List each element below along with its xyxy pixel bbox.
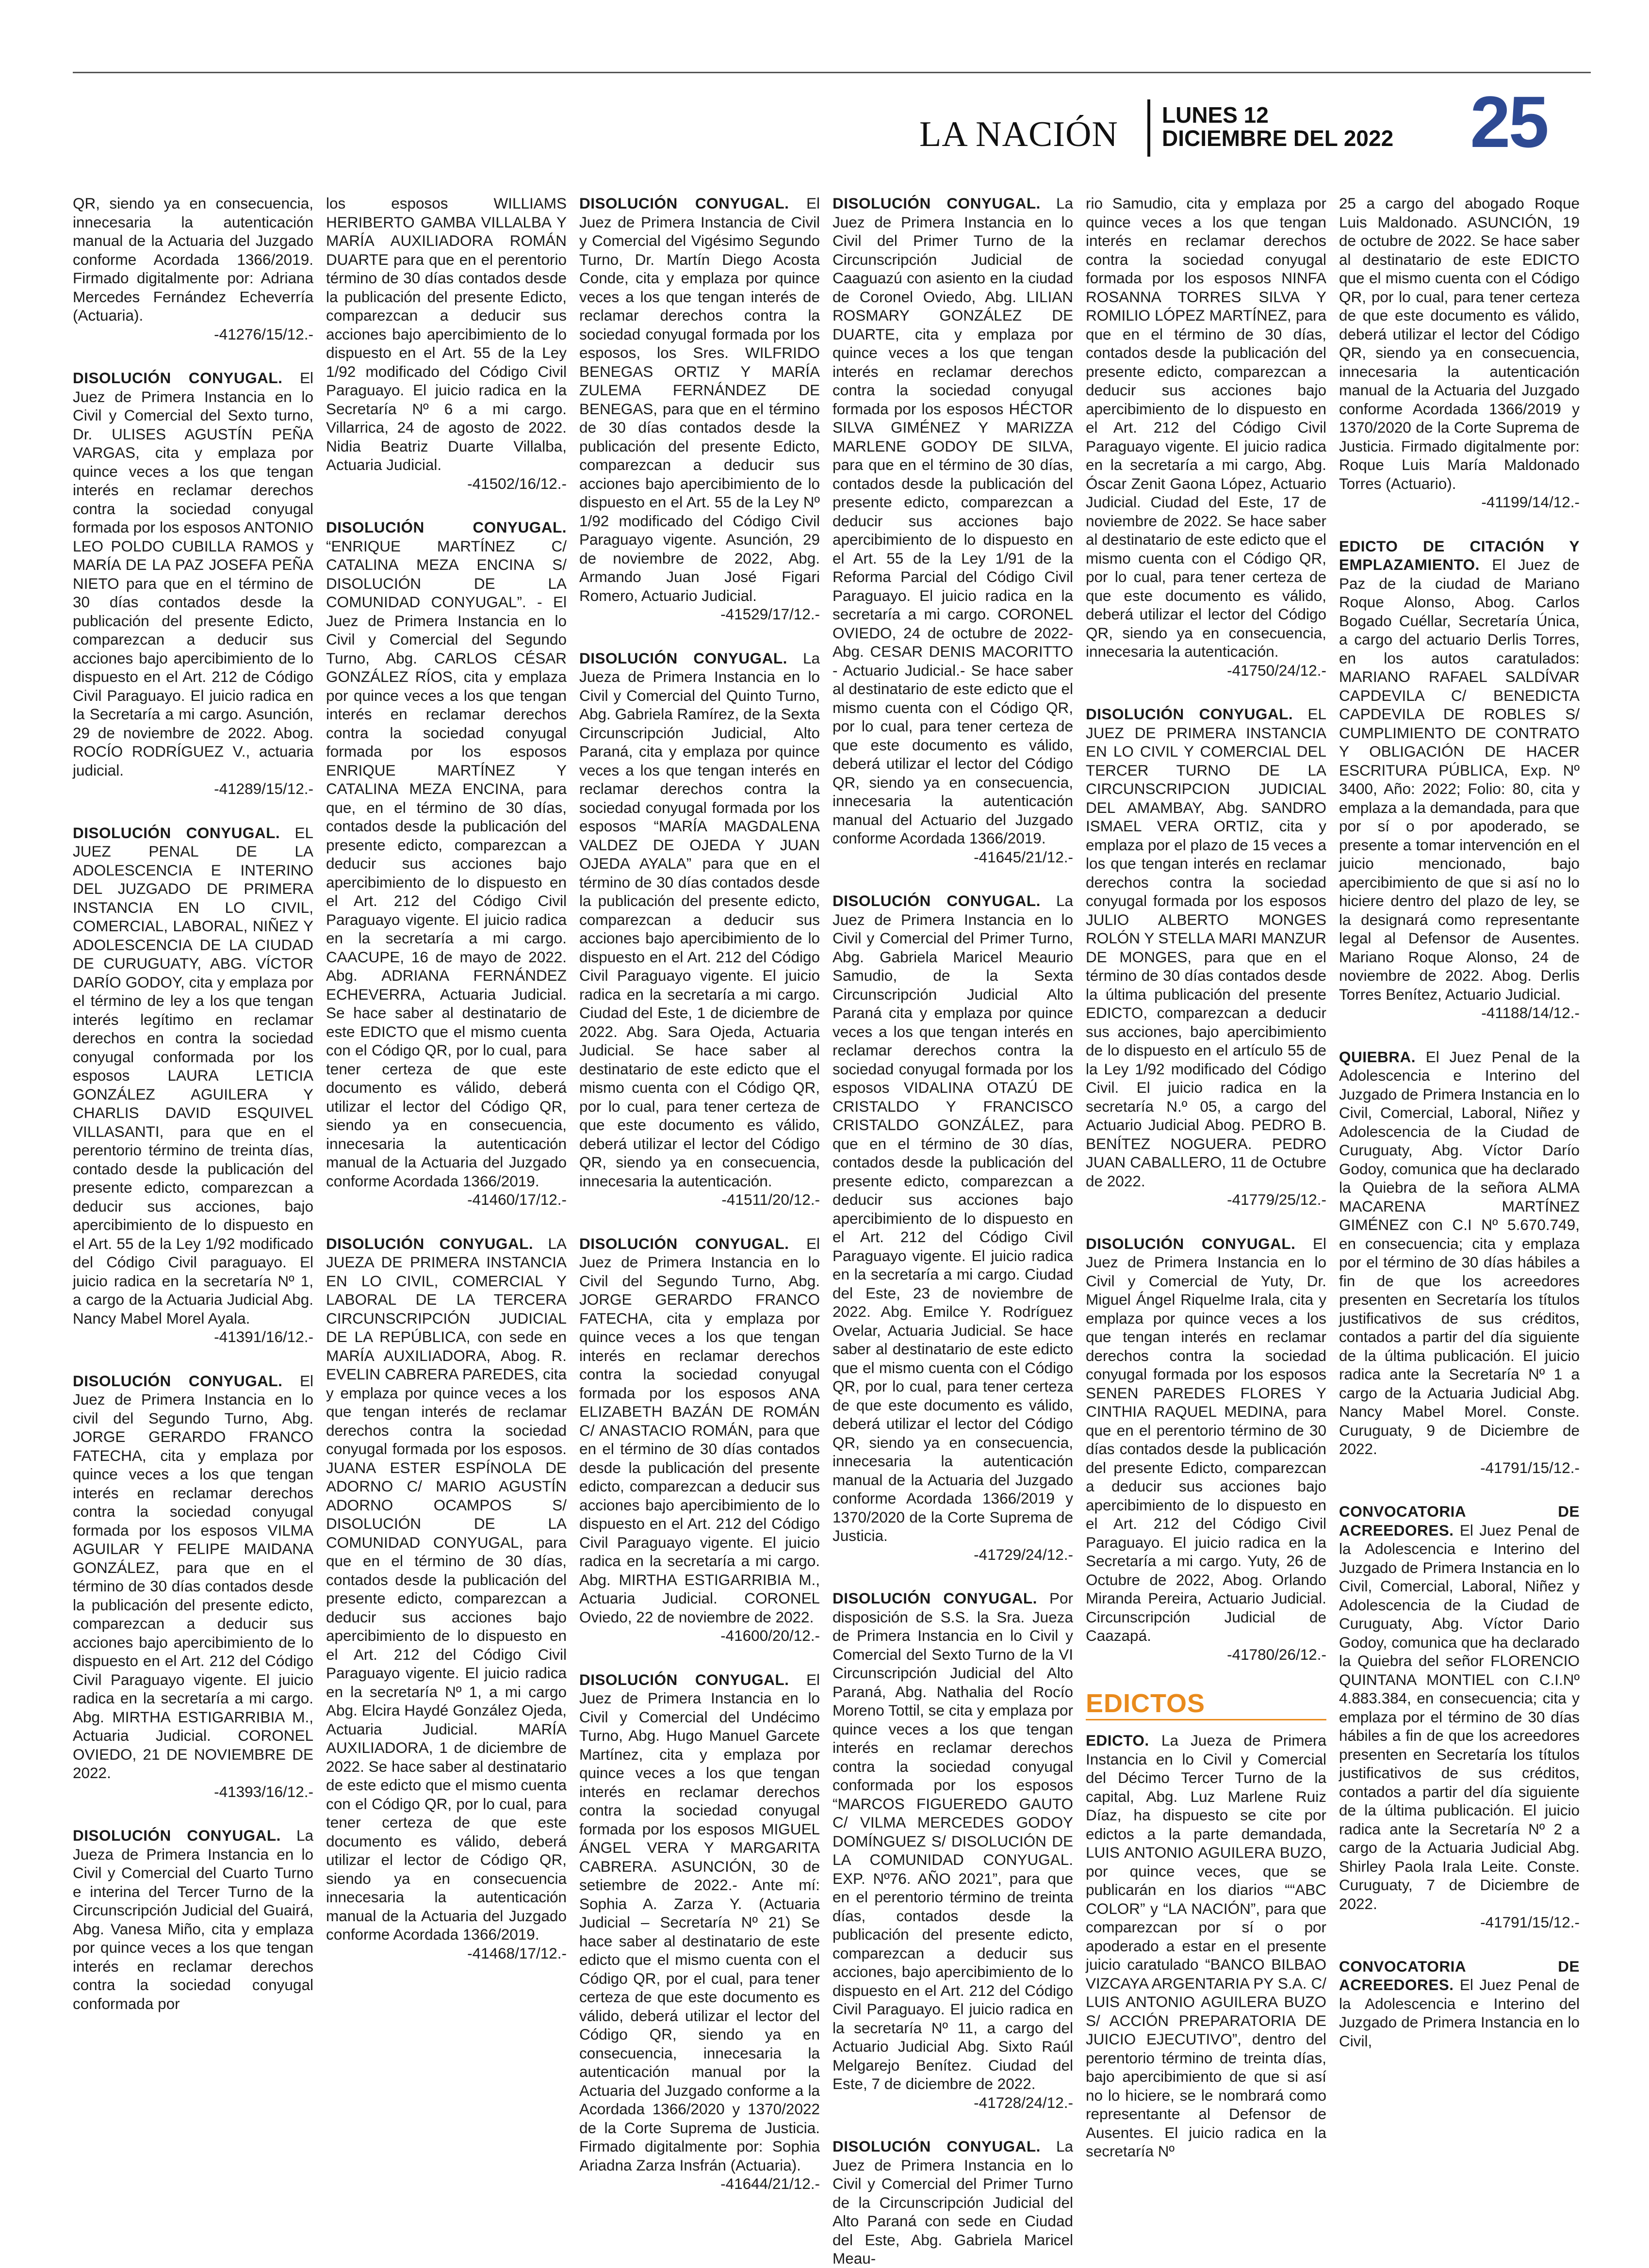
notice-body: [833, 891, 1073, 1545]
legal-notice: [579, 194, 820, 624]
notice-reference: -41791/15/12.-: [1480, 1913, 1580, 1931]
notice-text: La Juez de Primera Instancia en lo Civil y Comercial del Primer Turno de la Circunscripción Judicial del Alto Paraná con sede en Ciudad del Este, Abg. Gabriela Maricel Meau-: [833, 2138, 1073, 2267]
notice-body: [833, 1589, 1073, 2093]
column-2: [326, 194, 567, 2110]
notice-body: [73, 194, 313, 325]
notice-text: El Juez de Primera Instancia en lo Civil y Comercial del Undécimo Turno, Abg. Hugo Manuel Garcete Martínez, cita y emplaza por quince veces a los que tengan interés en reclamar derechos contra la sociedad conyugal formada por los esposos MIGUEL ÁNGEL VERA Y MARGARITA CABRERA. ASUNCIÓN, 30 de setiembre de 2022.- Ante mí: Sophia A. Zarza Y. (Actuaria Judicial – Secretaría Nº 21) Se hace saber al destinatario de este edicto que el mismo cuenta con el Código QR, por el cual, para tener certeza de que este documento es válido, deberá utilizar el lector del Código QR, siendo ya en consecuencia, innecesaria la autenticación manual por la Actuaria del Juzgado conforme a la Acordada 1366/2020 y 1370/2022 de la Corte Suprema de Justicia. Firmado digitalmente por: Sophia Ariadna Zarza Insfrán (Actuaria).: [579, 1670, 820, 2174]
legal-notice: [833, 1589, 1073, 2112]
legal-notice: [1339, 194, 1580, 512]
notice-text: El Juez de Primera Instancia en lo Civil del Segundo Turno, Abg. JORGE GERARDO FRANCO FATECHA, cita y emplaza por quince veces a los que tengan interés en reclamar derechos contra la sociedad conyugal formada por los esposos ANA ELIZABETH BAZÁN DE ROMÁN C/ ANASTACIO ROMÁN, para que en el término de 30 días contados desde la publicación del presente edicto, comparezcan a deducir sus acciones bajo apercibimiento de lo dispuesto en el Art. 212 del Código Civil Paraguayo vigente. El juicio radica en la secretaría a mi cargo. Abg. MIRTHA ESTIGARRIBIA M., Actuaria Judicial. CORONEL Oviedo, 22 de noviembre de 2022.: [579, 1234, 820, 1626]
page-header: [919, 81, 1576, 162]
notice-body: [579, 1670, 820, 2175]
legal-notice: [833, 194, 1073, 866]
notice-text: rio Samudio, cita y emplaza por quince veces a los que tengan interés en reclamar derechos contra la sociedad conyugal formada por los esposos NINFA ROSANNA TORRES SILVA Y ROMILIO LÓPEZ MARTÍNEZ, para que en el término de 30 días, contados desde la publicación del presente edicto, comparezcan a deducir sus acciones bajo apercibimiento de lo dispuesto en el Art. 212 del Código Civil Paraguayo vigente. El juicio radica en la secretaría a mi cargo, Abg. Óscar Zenit Gaona López, Actuario Judicial. Ciudad del Este, 17 de noviembre de 2022. Se hace saber al destinatario de este edicto que el mismo cuenta con el Código QR, por lo cual, para tener certeza de que este documento es válido, deberá utilizar el lector del Código QR, siendo ya en consecuencia, innecesaria la autenticación.: [1086, 194, 1326, 660]
notice-reference: -41468/17/12.-: [467, 1944, 567, 1962]
notice-reference: -41529/17/12.-: [720, 605, 820, 623]
legal-notice: [1086, 705, 1326, 1209]
notice-heading: EDICTO.: [1086, 1732, 1149, 1749]
notice-body: [73, 1826, 313, 2013]
notice-text: El Juez de Primera Instancia de Civil y Comercial del Vigésimo Segundo Turno, Dr. Martín Diego Acosta Conde, cita y emplaza por quince veces a los que tengan interés de reclamar derechos contra la sociedad conyugal formada por los esposos, los Sres. WILFRIDO BENEGAS ORTIZ Y MARÍA ZULEMA FERNÁNDEZ DE BENEGAS, para que en el término de 30 días contados desde la publicación del presente Edicto, comparezcan a deducir sus acciones bajo apercibimiento de lo dispuesto en el Art. 55 de la Ley Nº 1/92 modificado del Código Civil Paraguayo vigente. Asunción, 29 de noviembre de 2022, Abg. Armando Juan José Figari Romero, Actuario Judicial.: [579, 194, 820, 604]
page-number: 25: [1470, 81, 1547, 162]
notice-text: EL JUEZ DE PRIMERA INSTANCIA EN LO CIVIL Y COMERCIAL DEL TERCER TURNO DE LA CIRCUNSCRIPCION JUDICIAL DEL AMAMBAY, Abg. SANDRO ISMAEL VERA ORTIZ, cita y emplaza por el plazo de 15 veces a los que tengan interés en reclamar derechos contra la sociedad conyugal formada por los esposos JULIO ALBERTO MONGES ROLÓN Y STELLA MARI MANZUR DE MONGES, para que en el término de 30 días contados desde la última publicación del presente EDICTO, comparezcan a deducir sus acciones, bajo apercibimiento de lo dispuesto en el artículo 55 de la Ley 1/92 modificado del Código Civil. El juicio radica en la secretaría N.º 05, a cargo del Actuario Judicial Abog. PEDRO B. BENÍTEZ NOGUERA. PEDRO JUAN CABALLERO, 11 de Octubre de 2022.: [1086, 705, 1326, 1190]
legal-notice: [1086, 1234, 1326, 1664]
notice-heading: CONVOCATORIA DE ACREEDORES.: [1339, 1503, 1580, 1539]
legal-notice: [1339, 1048, 1580, 1477]
notice-body: [326, 518, 567, 1190]
notice-reference: -41289/15/12.-: [214, 780, 313, 797]
column-1: [73, 194, 313, 2110]
notice-text: El Juez de Paz de la ciudad de Mariano Roque Alonso, Abog. Carlos Bogado Cuéllar, Secretaría Única, a cargo del actuario Derlis Torres, en los autos caratulados: MARIANO RAFAEL SALDÍVAR CAPDEVILA C/ BENEDICTA CAPDEVILA DE ROBLES S/ CUMPLIMIENTO DE CONTRATO Y OBLIGACIÓN DE HACER ESCRITURA PÚBLICA, Exp. Nº 3400, Año: 2022; Folio: 80, cita y emplaza a la demandada, para que por sí o por apoderado, se presente a tomar intervención en el juicio mencionado, bajo apercibimiento de que si así no lo hiciere dentro del plazo de ley, se la designará como representante legal al Defensor de Ausentes. Mariano Roque Alonso, 24 de noviembre de 2022. Abog. Derlis Torres Benítez, Actuario Judicial.: [1339, 556, 1580, 1003]
legal-notice: [1086, 1731, 1326, 2161]
notice-body: [579, 1234, 820, 1627]
notice-reference: -41728/24/12.-: [974, 2093, 1073, 2111]
notice-heading: CONVOCATORIA DE ACREEDORES.: [1339, 1957, 1580, 1993]
column-3: [579, 194, 820, 2192]
column-6: [1339, 194, 1580, 2110]
legal-notice: [1086, 194, 1326, 680]
notice-reference: -41460/17/12.-: [467, 1191, 567, 1208]
notice-text: El Juez de Primera Instancia en lo Civil y Comercial de Yuty, Dr. Miguel Ángel Riquelme Irala, cita y emplaza por quince veces a los que tengan interés en reclamar derechos contra la sociedad conyugal formada por los esposos SENEN PAREDES FLORES Y CINTHIA RAQUEL MEDINA, para que en el perentorio término de 30 días contados desde la publicación del presente Edicto, comparezcan a deducir sus acciones bajo apercibimiento de lo dispuesto en el Art. 212 del Código Civil Paraguayo. El juicio radica en la Secretaría a mi cargo. Yuty, 26 de Octubre de 2022, Abog. Orlando Miranda Pereira, Actuario Judicial. Circunscripción Judicial de Caazapá.: [1086, 1234, 1326, 1644]
legal-notice: [73, 369, 313, 798]
notice-text: La Jueza de Primera Instancia en lo Civil y Comercial del Cuarto Turno e interina del Tercer Turno de la Circunscripción Judicial del Guairá, Abg. Vanesa Miño, cita y emplaza por quince veces a los que tengan interés en reclamar derechos contra la sociedad conyugal conformada por: [73, 1827, 313, 2012]
legal-notice: [833, 2137, 1073, 2268]
notice-body: [1086, 194, 1326, 661]
notice-reference: -41393/16/12.-: [214, 1782, 313, 1800]
notice-reference: -41502/16/12.-: [467, 474, 567, 492]
notice-text: QR, siendo ya en consecuencia, innecesaria la autenticación manual de la Actuaria del Juzgado conforme Acordada 1366/2019. Firmado digitalmente por: Adriana Mercedes Fernández Echeverría (Actuaria).: [73, 194, 313, 324]
notice-text: El Juez de Primera Instancia en lo Civil y Comercial del Sexto turno, Dr. ULISES AGUSTÍN PEÑA VARGAS, cita y emplaza por quince veces a los que tengan interés en reclamar derechos contra la sociedad conyugal formada por los esposos ANTONIO LEO POLDO CUBILLA RAMOS y MARÍA DE LA PAZ JOSEFA PEÑA NIETO para que en el término de 30 días contados desde la publicación del presente Edicto, comparezcan a deducir sus acciones bajo apercibimiento de lo dispuesto en el Art. 212 de Código Civil Paraguayo. El juicio radica en la Secretaría a mi cargo. Asunción, 29 de noviembre de 2022. Abog. ROCÍO RODRÍGUEZ V., actuaria judicial.: [73, 369, 313, 779]
notice-reference: -41644/21/12.-: [720, 2175, 820, 2192]
notice-reference: -41791/15/12.-: [1480, 1458, 1580, 1476]
notice-heading: DISOLUCIÓN CONYUGAL.: [579, 1234, 789, 1252]
issue-date-month: DICIEMBRE DEL 2022: [1162, 126, 1394, 151]
notice-body: [73, 824, 313, 1328]
top-rule: [73, 72, 1591, 73]
notice-reference: -41645/21/12.-: [974, 848, 1073, 866]
notice-reference: -41729/24/12.-: [974, 1545, 1073, 1563]
notice-reference: -41779/25/12.-: [1227, 1191, 1326, 1208]
notice-reference: -41750/24/12.-: [1227, 661, 1326, 679]
notice-heading: DISOLUCIÓN CONYUGAL.: [579, 1670, 789, 1688]
notice-heading: DISOLUCIÓN CONYUGAL.: [73, 1372, 283, 1390]
masthead-logo: LA NACIÓN: [919, 114, 1118, 154]
column-4: [833, 194, 1073, 2267]
notice-body: [1339, 1048, 1580, 1458]
notice-body: [833, 194, 1073, 848]
notice-heading: DISOLUCIÓN CONYUGAL.: [73, 369, 283, 387]
notice-heading: DISOLUCIÓN CONYUGAL.: [1086, 705, 1293, 723]
legal-notice: [73, 824, 313, 1346]
legal-notice: [326, 194, 567, 493]
notice-text: 25 a cargo del abogado Roque Luis Maldonado. ASUNCIÓN, 19 de octubre de 2022. Se hace saber al destinatario de este EDICTO que el mismo cuenta con el Código QR, por lo cual, para tener certeza de que este documento es válido, deberá utilizar el lector del Código QR, siendo ya en consecuencia, innecesaria la autenticación manual de la Actuaria del Juzgado conforme Acordada 1366/2019 y 1370/2020 de la Corte Suprema de Justicia. Firmado digitalmente por: Roque Luis María Maldonado Torres (Actuario).: [1339, 194, 1580, 492]
notice-text: La Juez de Primera Instancia en lo Civil del Primer Turno de la Circunscripción Judicial de Caaguazú con asiento en la ciudad de Coronel Oviedo, Abg. LILIAN ROSMARY GONZÁLEZ DE DUARTE, cita y emplaza por quince veces a los que tengan interés en reclamar derechos contra la sociedad conyugal formada por los esposos HÉCTOR SILVA GIMÉNEZ Y MARIZZA MARLENE GODOY DE SILVA, para que en el término de 30 días, contados desde la publicación del presente edicto, comparezcan a deducir sus acciones bajo apercibimiento de lo dispuesto en el Art. 55 de la Ley 1/91 de la Reforma Parcial del Código Civil Paraguayo. El juicio radica en la secretaría a mi cargo. CORONEL OVIEDO, 24 de octubre de 2022- Abg. CESAR DENIS MACORITTO - Actuario Judicial.- Se hace saber al destinatario de este edicto que el mismo cuenta con el Código QR, por lo cual, para tener certeza de que este documento es válido, deberá utilizar el lector del Código QR, siendo ya en consecuencia, innecesaria la autenticación manual del Actuario del Juzgado conforme Acordada 1366/2019.: [833, 194, 1073, 847]
notice-heading: EDICTO DE CITACIÓN Y EMPLAZAMIENTO.: [1339, 537, 1580, 573]
notice-reference: -41276/15/12.-: [214, 325, 313, 343]
notice-text: El Juez Penal de la Adolescencia e Interino del Juzgado de Primera Instancia en lo Civil, Comercial, Laboral, Niñez y Adolescencia de la Ciudad de Curuguaty, Abg. Víctor Darío Godoy, comunica que ha declarado la Quiebra de la señora ALMA MACARENA MARTÍNEZ GIMÉNEZ con C.I Nº 5.670.749, en consecuencia; cita y emplaza por el término de 30 días hábiles a fin de que los acreedores presenten en Secretaría los títulos justificativos de sus créditos, contados a partir del día siguiente de la última publicación. El juicio radica ante la Secretaría Nº 1 a cargo de la Actuaria Judicial Abg. Nancy Mabel Morel. Conste. Curuguaty, 9 de Diciembre de 2022.: [1339, 1048, 1580, 1458]
notice-text: EL JUEZ PENAL DE LA ADOLESCENCIA E INTERINO DEL JUZGADO DE PRIMERA INSTANCIA EN LO CIVIL, COMERCIAL, LABORAL, NIÑEZ Y ADOLESCENCIA DE LA CIUDAD DE CURUGUATY, ABG. VÍCTOR DARÍO GODOY, cita y emplaza por el término de ley a los que tengan interés legítimo en reclamar derechos en contra la sociedad conyugal conformada por los esposos LAURA LETICIA GONZÁLEZ AGUILERA Y CHARLIS DAVID ESQUIVEL VILLASANTI, para que en el perentorio término de treinta días, contado desde la publicación del presente edicto, comparezcan a deducir sus acciones, bajo apercibimiento de lo dispuesto en el Art. 55 de la Ley 1/92 modificado del Código Civil paraguayo. El juicio radica en la secretaría Nº 1, a cargo de la Actuaria Judicial Abg. Nancy Mabel Morel Ayala.: [73, 824, 313, 1327]
notice-text: LA JUEZA DE PRIMERA INSTANCIA EN LO CIVIL, COMERCIAL Y LABORAL DE LA TERCERA CIRCUNSCRIPCIÓN JUDICIAL DE LA REPÚBLICA, con sede en MARÍA AUXILIADORA, Abog. R. EVELIN CABRERA PAREDES, cita y emplaza por quince veces a los que tengan interés de reclamar derechos contra la sociedad conyugal formada por los esposos. JUANA ESTER ESPÍNOLA DE ADORNO C/ MARIO AGUSTÍN ADORNO OCAMPOS S/ DISOLUCIÓN DE LA COMUNIDAD CONYUGAL, para que en el término de 30 días, contados desde la publicación del presente edicto, comparezcan a deducir sus acciones bajo apercibimiento de lo dispuesto en el Art. 212 del Código Civil Paraguayo vigente. El juicio radica en la secretaría Nº 1, a mi cargo Abg. Elcira Haydé González Ojeda, Actuaria Judicial. MARÍA AUXILIADORA, 1 de diciembre de 2022. Se hace saber al destinatario de este edicto que el mismo cuenta con el Código QR, por lo cual, para tener certeza de que este documento es válido, deberá utilizar el lector de Código QR, siendo ya en consecuencia innecesaria la autenticación manual de la Actuaria del Juzgado conforme Acordada 1366/2019.: [326, 1234, 567, 1943]
notice-text: El Juez de Primera Instancia en lo civil del Segundo Turno, Abg. JORGE GERARDO FRANCO FATECHA, cita y emplaza por quince veces a los que tengan interés en reclamar derechos contra la sociedad conyugal formada por los esposos VILMA AGUILAR Y FELIPE MAIDANA GONZÁLEZ, para que en el término de 30 días contados desde la publicación del presente edicto, comparezcan a deducir sus acciones bajo apercibimiento de lo dispuesto en el Art. 212 del Código Civil Paraguayo vigente. El juicio radica en la secretaría a mi cargo. Abg. MIRTHA ESTIGARRIBIA M., Actuaria Judicial. CORONEL OVIEDO, 21 DE NOVIEMBRE DE 2022.: [73, 1372, 313, 1782]
notice-heading: DISOLUCIÓN CONYUGAL.: [73, 824, 280, 842]
notice-reference: -41600/20/12.-: [720, 1627, 820, 1644]
notice-body: [1339, 1957, 1580, 2051]
notice-body: [73, 1372, 313, 1782]
notice-heading: QUIEBRA.: [1339, 1048, 1416, 1066]
notice-body: [579, 649, 820, 1191]
notice-heading: DISOLUCIÓN CONYUGAL.: [833, 892, 1041, 909]
notice-heading: DISOLUCIÓN CONYUGAL.: [326, 1234, 534, 1252]
notice-body: [1339, 194, 1580, 493]
notice-heading: DISOLUCIÓN CONYUGAL.: [326, 518, 567, 536]
legal-notice: [73, 1826, 313, 2013]
notice-text: La Jueza de Primera Instancia en lo Civil y Comercial del Décimo Tercer Turno de la capital, Abg. Luz Marlene Ruiz Díaz, ha dispuesto se cite por edictos a la parte demandada, LUIS ANTONIO AGUILERA BUZO, por quince veces, que se publicarán en los diarios ““ABC COLOR” y “LA NACIÓN”, para que comparezcan por sí o por apoderado a estar en el presente juicio caratulado “BANCO BILBAO VIZCAYA ARGENTARIA PY S.A. C/ LUIS ANTONIO AGUILERA BUZO S/ ACCIÓN PREPARATORIA DE JUICIO EJECUTIVO”, dentro del perentorio término de treinta días, bajo apercibimiento de que si así no lo hiciere, se le nombrará como representante al Defensor de Ausentes. El juicio radica en la secretaría Nº: [1086, 1732, 1326, 2160]
notice-body: [1086, 705, 1326, 1190]
notice-text: La Jueza de Primera Instancia en lo Civil y Comercial del Quinto Turno, Abg. Gabriela Ramírez, de la Sexta Circunscripción Judicial, Alto Paraná, cita y emplaza por quince veces a los que tengan interés en reclamar derechos contra la sociedad conyugal formada por los esposos “MARÍA MAGDALENA VALDEZ DE OJEDA Y JUAN OJEDA AYALA” para que en el término de 30 días contados desde la publicación del presente edicto, comparezcan a deducir sus acciones bajo apercibimiento de lo dispuesto en el Art. 212 del Código Civil Paraguayo vigente. El juicio radica en la secretaría a mi cargo. Ciudad del Este, 1 de diciembre de 2022. Abg. Sara Ojeda, Actuaria Judicial. Se hace saber al destinatario de este edicto que el mismo cuenta con el Código QR, por lo cual, para tener certeza de que este documento es válido, deberá utilizar el lector del Código QR, siendo ya en consecuencia, innecesaria la autenticación.: [579, 649, 820, 1190]
notice-heading: DISOLUCIÓN CONYUGAL.: [833, 1589, 1037, 1607]
legal-notice: [73, 194, 313, 343]
legal-notice: [326, 518, 567, 1209]
notice-reference: -41780/26/12.-: [1227, 1645, 1326, 1663]
notice-body: [1339, 1502, 1580, 1913]
legal-notice: [1339, 1502, 1580, 1932]
notice-body: [1086, 1731, 1326, 2161]
notice-text: Por disposición de S.S. la Sra. Jueza de Primera Instancia en lo Civil y Comercial del Sexto Turno de la VI Circunscripción Judicial del Alto Paraná, Abg. Nathalia del Rocío Moreno Tottil, se cita y emplaza por quince veces a los que tengan interés en reclamar derechos contra la sociedad conyugal conformada por los esposos “MARCOS FIGUEREDO GAUTO C/ VILMA MERCEDES GODOY DOMÍNGUEZ S/ DISOLUCIÓN DE LA COMUNIDAD CONYUGAL. EXP. Nº76. AÑO 2021”, para que en el perentorio término de treinta días, contados desde la publicación del presente edicto, comparezcan a deducir sus acciones, bajo apercibimiento de lo dispuesto en el Art. 212 del Código Civil Paraguayo. El juicio radica en la secretaría Nº 11, a cargo del Actuario Judicial Abg. Sixto Raúl Melgarejo Benítez. Ciudad del Este, 7 de diciembre de 2022.: [833, 1589, 1073, 2092]
notice-heading: DISOLUCIÓN CONYUGAL.: [833, 2138, 1041, 2155]
legal-notice: [1339, 537, 1580, 1022]
notice-body: [73, 369, 313, 779]
legal-notice: [579, 649, 820, 1209]
legal-notice: [579, 1670, 820, 2193]
notice-reference: -41391/16/12.-: [214, 1328, 313, 1345]
legal-notice: [73, 1372, 313, 1801]
legal-notice: [833, 891, 1073, 1564]
legal-notice: [579, 1234, 820, 1645]
notice-heading: DISOLUCIÓN CONYUGAL.: [833, 194, 1041, 212]
legal-notice: [1339, 1957, 1580, 2051]
notice-body: [1339, 537, 1580, 1004]
notice-body: [326, 194, 567, 474]
notice-body: [833, 2137, 1073, 2268]
notice-body: [326, 1234, 567, 1944]
notice-reference: -41511/20/12.-: [721, 1191, 820, 1208]
issue-date: [1162, 103, 1393, 150]
notice-heading: DISOLUCIÓN CONYUGAL.: [73, 1827, 281, 1844]
notice-reference: -41199/14/12.-: [1481, 493, 1580, 511]
notice-text: El Juez Penal de la Adolescencia e Interino del Juzgado de Primera Instancia en lo Civil,: [1339, 1976, 1580, 2050]
notice-heading: DISOLUCIÓN CONYUGAL.: [579, 194, 789, 212]
column-5: [1086, 194, 1326, 2160]
header-divider: [1147, 99, 1150, 157]
notice-text: “ENRIQUE MARTÍNEZ C/ CATALINA MEZA ENCINA S/ DISOLUCIÓN DE LA COMUNIDAD CONYUGAL”. - El Juez de Primera Instancia en lo Civil y Comercial del Segundo Turno, Abg. CARLOS CÉSAR GONZÁLEZ RÍOS, cita y emplaza por quince veces a los que tengan interés en reclamar derechos contra la sociedad conyugal formada por los esposos ENRIQUE MARTÍNEZ Y CATALINA MEZA ENCINA, para que, en el término de 30 días, contados desde la publicación del presente edicto, comparezcan a deducir sus acciones bajo apercibimiento de lo dispuesto en el Art. 212 del Código Civil Paraguayo vigente. El juicio radica en la secretaría a mi cargo. CAACUPE, 16 de mayo de 2022. Abg. ADRIANA FERNÁNDEZ ECHEVERRA, Actuaria Judicial. Se hace saber al destinatario de este EDICTO que el mismo cuenta con el Código QR, por lo cual, para tener certeza de que este documento es válido, deberá utilizar el lector del Código QR, siendo ya en consecuencia, innecesaria la autenticación manual de la Actuaria del Juzgado conforme Acordada 1366/2019.: [326, 537, 567, 1190]
notice-heading: DISOLUCIÓN CONYUGAL.: [1086, 1234, 1296, 1252]
legal-notice: [326, 1234, 567, 1963]
issue-date-day: LUNES 12: [1162, 102, 1269, 128]
notice-body: [1086, 1234, 1326, 1645]
notice-text: La Juez de Primera Instancia en lo Civil y Comercial del Primer Turno, Abg. Gabriela Maricel Meaurio Samudio, de la Sexta Circunscripción Judicial Alto Paraná cita y emplaza por quince veces a los que tengan interés en reclamar derechos contra la sociedad conyugal formada por los esposos VIDALINA OTAZÚ DE CRISTALDO Y FRANCISCO CRISTALDO GONZÁLEZ, para que en el término de 30 días, contados desde la publicación del presente edicto, comparezcan a deducir sus acciones bajo apercibimiento de lo dispuesto en el Art. 212 del Código Civil Paraguayo vigente. El juicio radica en la secretaría a mi cargo. Ciudad del Este, 23 de noviembre de 2022. Abg. Emilce Y. Rodríguez Ovelar, Actuaria Judicial. Se hace saber al destinatario de este edicto que el mismo cuenta con el Código QR, por lo cual, para tener certeza de que este documento es válido, deberá utilizar el lector del Código QR, siendo ya en consecuencia, innecesaria la autenticación manual de la Actuaria del Juzgado conforme Acordada 1366/2019 y 1370/2020 de la Corte Suprema de Justicia.: [833, 892, 1073, 1544]
notice-body: [579, 194, 820, 605]
notice-text: El Juez Penal de la Adolescencia e Interino del Juzgado de Primera Instancia en lo Civil, Comercial, Laboral, Niñez y Adolescencia de la Ciudad de Curuguaty, Abg. Víctor Dario Godoy, comunica que ha declarado la Quiebra del señor FLORENCIO QUINTANA MONTIEL con C.I.Nº 4.883.384, en consecuencia; cita y emplaza por el término de 30 días hábiles a fin de que los acreedores presenten en Secretaría los títulos justificativos de sus créditos, contados a partir del día siguiente de la última publicación. El juicio radica ante la Secretaría Nº 2 a cargo de la Actuaria Judicial Abg. Shirley Paola Irala Leite. Conste. Curuguaty, 7 de Diciembre de 2022.: [1339, 1521, 1580, 1912]
notice-heading: DISOLUCIÓN CONYUGAL.: [579, 649, 787, 667]
notice-text: los esposos WILLIAMS HERIBERTO GAMBA VILLALBA Y MARÍA AUXILIADORA ROMÁN DUARTE para que en el perentorio término de 30 días contados desde la publicación del presente Edicto, comparezcan a deducir sus acciones bajo apercibimiento de lo dispuesto en el Art. 55 de la Ley 1/92 modificado del Código Civil Paraguayo. El juicio radica en la Secretaría Nº 6 a mi cargo. Villarrica, 24 de agosto de 2022. Nidia Beatriz Duarte Villalba, Actuaria Judicial.: [326, 194, 567, 473]
section-heading: EDICTOS: [1086, 1689, 1326, 1720]
notice-reference: -41188/14/12.-: [1481, 1004, 1580, 1021]
